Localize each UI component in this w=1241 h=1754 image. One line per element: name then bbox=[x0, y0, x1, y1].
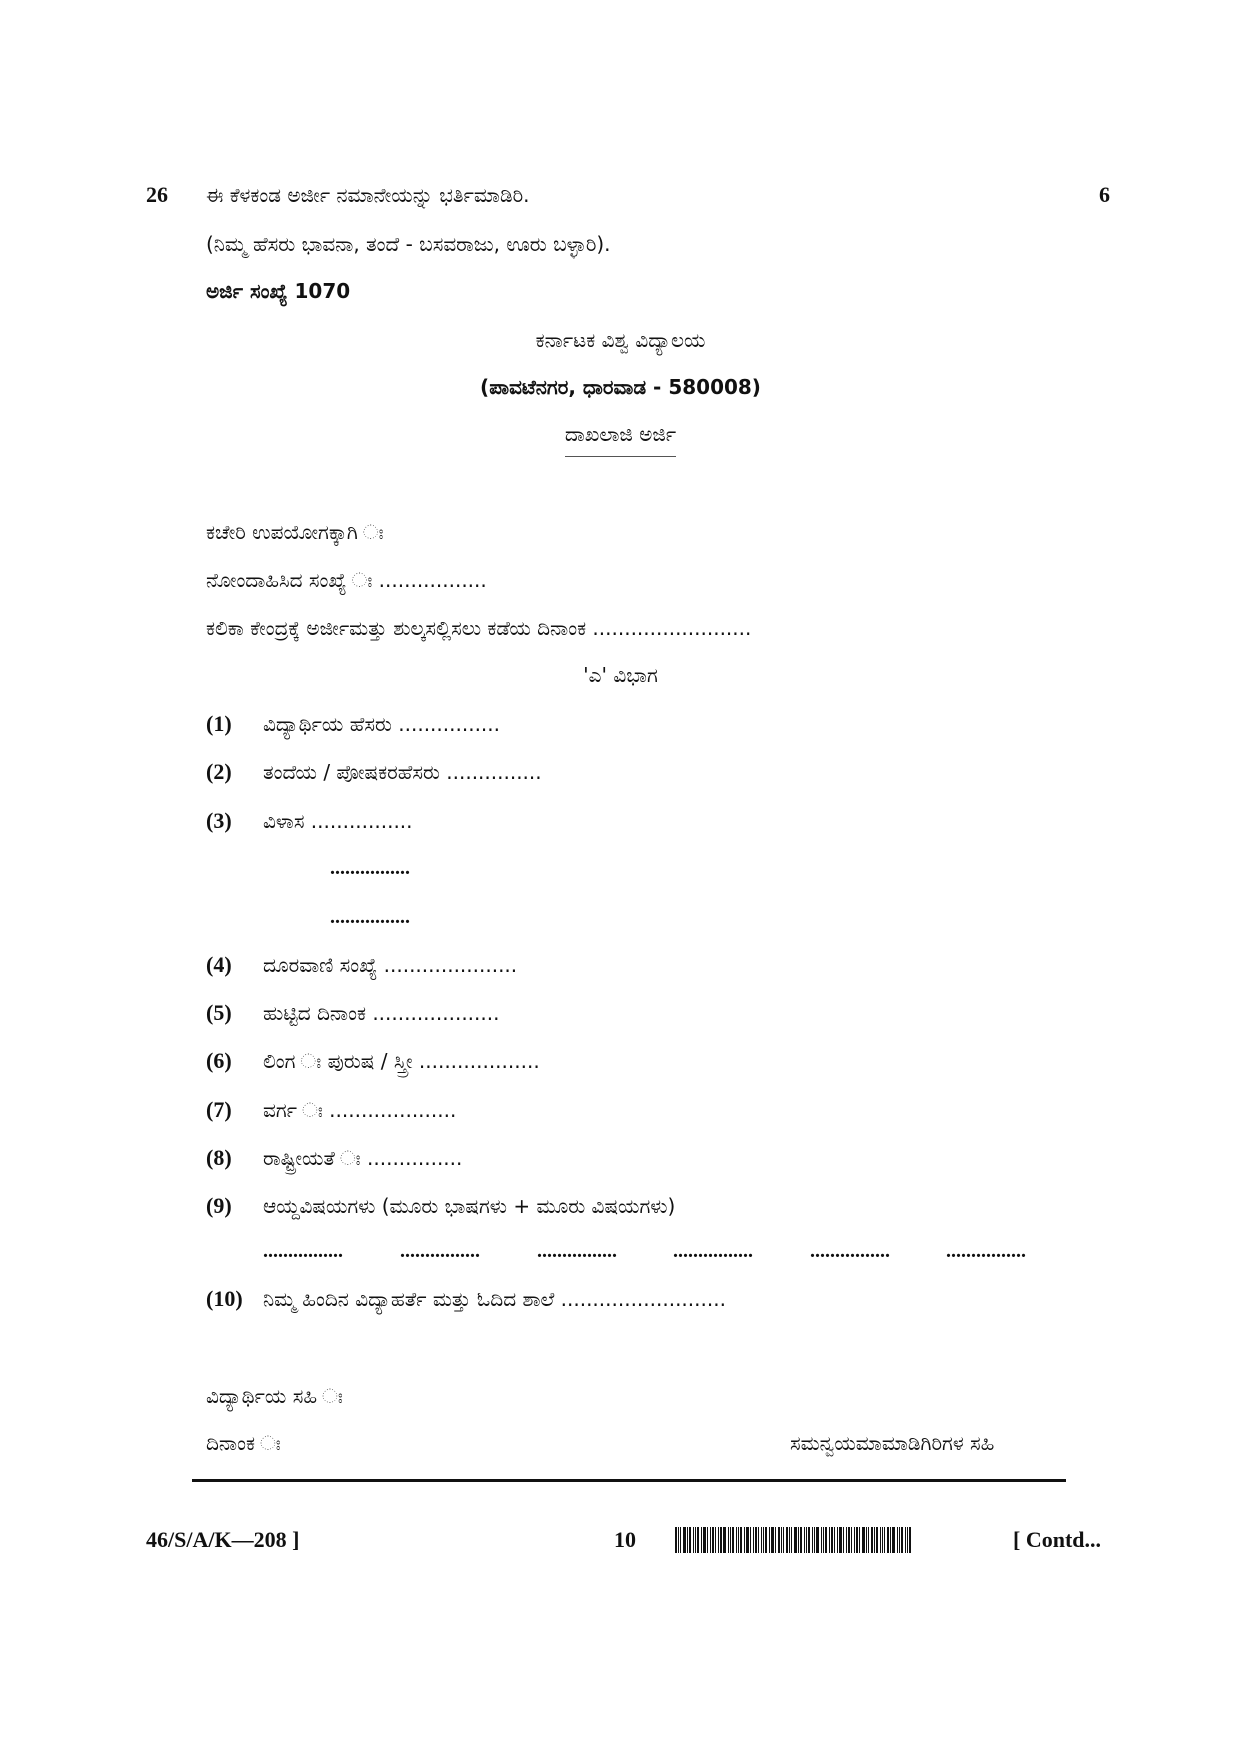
item-number: (8) bbox=[206, 1145, 232, 1170]
barcode-bar bbox=[703, 1527, 706, 1553]
application-number: ಅರ್ಜಿ ಸಂಖ್ಯೆ 1070 bbox=[206, 279, 351, 303]
barcode-bar bbox=[715, 1527, 716, 1553]
barcode-bar bbox=[778, 1527, 780, 1553]
barcode-bar bbox=[897, 1527, 898, 1553]
barcode-bar bbox=[710, 1527, 711, 1553]
barcode-bar bbox=[882, 1527, 883, 1553]
barcode-bar bbox=[909, 1527, 911, 1553]
item-category: ವರ್ಗ ಃ .................... bbox=[263, 1098, 457, 1122]
barcode-bar bbox=[866, 1527, 867, 1553]
barcode-bar bbox=[775, 1527, 776, 1553]
barcode-bar bbox=[821, 1527, 822, 1553]
barcode-bar bbox=[786, 1527, 788, 1553]
last-date-line: ಕಲಿಕಾ ಕೇಂದ್ರಕ್ಕೆ ಅರ್ಜೀಮತ್ತು ಶುಲ್ಕಸಲ್ಲಿಸಲು ಕಡೆಯ ದಿನಾಂಕ ......................... bbox=[206, 616, 752, 640]
barcode-bar bbox=[693, 1527, 694, 1553]
barcode-bar bbox=[758, 1527, 759, 1553]
barcode-bar bbox=[856, 1527, 858, 1553]
barcode-bar bbox=[675, 1527, 677, 1553]
barcode-bar bbox=[746, 1527, 749, 1553]
continued-label: [ Contd... bbox=[1013, 1527, 1102, 1552]
barcode-bar bbox=[798, 1527, 799, 1553]
barcode-bar bbox=[823, 1527, 824, 1553]
barcode-bar bbox=[854, 1527, 855, 1553]
item-number: (7) bbox=[206, 1097, 232, 1122]
item-number: (5) bbox=[206, 1000, 232, 1025]
barcode-bar bbox=[829, 1527, 830, 1553]
barcode-bar bbox=[843, 1527, 844, 1553]
item-student-name: ವಿದ್ಯಾರ್ಥಿಯ ಹೆಸರು ................ bbox=[263, 712, 500, 736]
subject-blank: ................ bbox=[946, 1240, 1026, 1262]
item-number: (4) bbox=[206, 952, 232, 977]
barcode-bar bbox=[720, 1527, 722, 1553]
university-name: ಕರ್ನಾಟಕ ವಿಶ್ವ ವಿದ್ಯಾಲಯ bbox=[535, 328, 706, 352]
item-number: (9) bbox=[206, 1193, 232, 1218]
item-dob: ಹುಟ್ಟಿದ ದಿನಾಂಕ .................... bbox=[263, 1001, 500, 1025]
barcode-bar bbox=[907, 1527, 908, 1553]
item-number: (1) bbox=[206, 711, 232, 736]
barcode-bar bbox=[846, 1527, 847, 1553]
section-heading: 'ಎ' ವಿಭಾಗ bbox=[583, 663, 658, 687]
question-marks: 6 bbox=[1099, 182, 1110, 207]
barcode-bar bbox=[750, 1527, 751, 1553]
barcode-bar bbox=[880, 1527, 881, 1553]
barcode-bar bbox=[736, 1527, 737, 1553]
coordinator-signature-label: ಸಮನ್ವಯಮಾಮಾಡಿಗಿರಿಗಳ ಸಹಿ bbox=[790, 1431, 995, 1455]
barcode-bar bbox=[744, 1527, 745, 1553]
barcode-bar bbox=[689, 1527, 691, 1553]
barcode-bar bbox=[755, 1527, 757, 1553]
item-father-name: ತಂದೆಯ / ಪೋಷಕರಹೆಸರು ............... bbox=[263, 760, 542, 784]
item-nationality: ರಾಷ್ಟ್ರೀಯತೆ ಃ ............... bbox=[263, 1146, 463, 1170]
barcode-bar bbox=[905, 1527, 906, 1553]
barcode-bar bbox=[887, 1527, 889, 1553]
horizontal-rule bbox=[192, 1479, 1066, 1482]
barcode-bar bbox=[730, 1527, 731, 1553]
barcode-bar bbox=[712, 1527, 714, 1553]
barcode-bar bbox=[871, 1527, 873, 1553]
item-number: (3) bbox=[206, 808, 232, 833]
item-number: (2) bbox=[206, 759, 232, 784]
barcode-bar bbox=[791, 1527, 792, 1553]
address-line-3: ................ bbox=[330, 906, 410, 928]
date-label: ದಿನಾಂಕ ಃ bbox=[206, 1431, 281, 1455]
barcode-bar bbox=[718, 1527, 719, 1553]
item-address: ವಿಳಾಸ ................ bbox=[263, 809, 413, 833]
subject-blank: ................ bbox=[263, 1240, 343, 1262]
barcode-bar bbox=[862, 1527, 865, 1553]
subject-blank: ................ bbox=[400, 1240, 480, 1262]
barcode-bar bbox=[859, 1527, 860, 1553]
barcode-bar bbox=[697, 1527, 699, 1553]
barcode-bar bbox=[769, 1527, 770, 1553]
barcode-bar bbox=[800, 1527, 802, 1553]
paper-code: 46/S/A/K—208 ] bbox=[146, 1527, 300, 1552]
barcode-bar bbox=[781, 1527, 782, 1553]
barcode-bar bbox=[884, 1527, 885, 1553]
barcode-bar bbox=[890, 1527, 891, 1553]
barcode-bar bbox=[765, 1527, 767, 1553]
barcode-bar bbox=[812, 1527, 813, 1553]
barcode-bar bbox=[848, 1527, 850, 1553]
barcode-bar bbox=[901, 1527, 903, 1553]
barcode-bar bbox=[771, 1527, 774, 1553]
barcode-bar bbox=[753, 1527, 754, 1553]
question-number: 26 bbox=[146, 182, 168, 207]
barcode-bar bbox=[831, 1527, 833, 1553]
item-subjects: ಆಯ್ದವಿಷಯಗಳು (ಮೂರು ಭಾಷಗಳು + ಮೂರು ವಿಷಯಗಳು) bbox=[263, 1194, 676, 1218]
form-title-wrap bbox=[0, 422, 1241, 457]
address-line-2: ................ bbox=[330, 857, 410, 879]
barcode-bar bbox=[738, 1527, 739, 1553]
barcode-bar bbox=[678, 1527, 679, 1553]
barcode-bar bbox=[808, 1527, 810, 1553]
barcode-bar bbox=[687, 1527, 688, 1553]
barcode-bar bbox=[825, 1527, 827, 1553]
student-signature-label: ವಿದ್ಯಾರ್ಥಿಯ ಸಹಿ ಃ bbox=[206, 1384, 343, 1408]
barcode-bar bbox=[728, 1527, 729, 1553]
barcode-bar bbox=[814, 1527, 815, 1553]
barcode-bar bbox=[789, 1527, 790, 1553]
barcode-bar bbox=[834, 1527, 835, 1553]
barcode-bar bbox=[783, 1527, 784, 1553]
item-number: (10) bbox=[206, 1286, 243, 1311]
form-title: ದಾಖಲಾಜಿ ಅರ್ಜಿ bbox=[565, 422, 676, 457]
barcode-bar bbox=[874, 1527, 875, 1553]
item-gender: ಲಿಂಗ ಃ ಪುರುಷ / ಸ್ತ್ರೀ ................... bbox=[263, 1049, 540, 1073]
subject-blank: ................ bbox=[810, 1240, 890, 1262]
university-address: (ಪಾವಟೆನಗರ, ಧಾರವಾಡ - 580008) bbox=[480, 375, 761, 399]
barcode-bar bbox=[804, 1527, 805, 1553]
barcode bbox=[675, 1527, 1000, 1553]
barcode-bar bbox=[876, 1527, 878, 1553]
barcode-bar bbox=[680, 1527, 681, 1553]
subject-blank: ................ bbox=[673, 1240, 753, 1262]
barcode-bar bbox=[761, 1527, 762, 1553]
page-number: 10 bbox=[614, 1527, 636, 1552]
office-use-label: ಕಚೇರಿ ಉಪಯೋಗಕ್ಕಾಗಿ ಃ bbox=[206, 520, 384, 544]
barcode-bar bbox=[851, 1527, 852, 1553]
barcode-bar bbox=[837, 1527, 838, 1553]
item-number: (6) bbox=[206, 1048, 232, 1073]
barcode-bar bbox=[707, 1527, 708, 1553]
barcode-bar bbox=[868, 1527, 869, 1553]
barcode-bar bbox=[723, 1527, 726, 1553]
barcode-bar bbox=[732, 1527, 734, 1553]
barcode-bar bbox=[763, 1527, 764, 1553]
barcode-bar bbox=[740, 1527, 742, 1553]
barcode-bar bbox=[701, 1527, 702, 1553]
barcode-bar bbox=[892, 1527, 895, 1553]
registration-number: ನೋಂದಾಹಿಸಿದ ಸಂಖ್ಯೆ ಃ ................. bbox=[206, 568, 487, 592]
item-phone: ದೂರವಾಣಿ ಸಂಖ್ಯೆ ..................... bbox=[263, 953, 518, 977]
item-previous-education: ನಿಮ್ಮ ಹಿಂದಿನ ವಿದ್ಯಾಹರ್ತೆ ಮತ್ತು ಓದಿದ ಶಾಲೆ .......................... bbox=[263, 1287, 726, 1311]
question-instruction: ಈ ಕೆಳಕಂಡ ಅರ್ಜೀ ನಮಾನೇಯನ್ನು ಭರ್ತಿಮಾಡಿರಿ. bbox=[206, 183, 530, 207]
barcode-bar bbox=[806, 1527, 807, 1553]
barcode-bar bbox=[683, 1527, 686, 1553]
barcode-bar bbox=[695, 1527, 696, 1553]
question-details: (ನಿಮ್ಮ ಹೆಸರು ಭಾವನಾ, ತಂದೆ - ಬಸವರಾಜು, ಊರು ಬಳ್ಳಾರಿ). bbox=[206, 232, 611, 256]
subject-blank: ................ bbox=[537, 1240, 617, 1262]
barcode-bar bbox=[794, 1527, 797, 1553]
barcode-bar bbox=[839, 1527, 842, 1553]
barcode-bar bbox=[899, 1527, 900, 1553]
barcode-bar bbox=[816, 1527, 819, 1553]
